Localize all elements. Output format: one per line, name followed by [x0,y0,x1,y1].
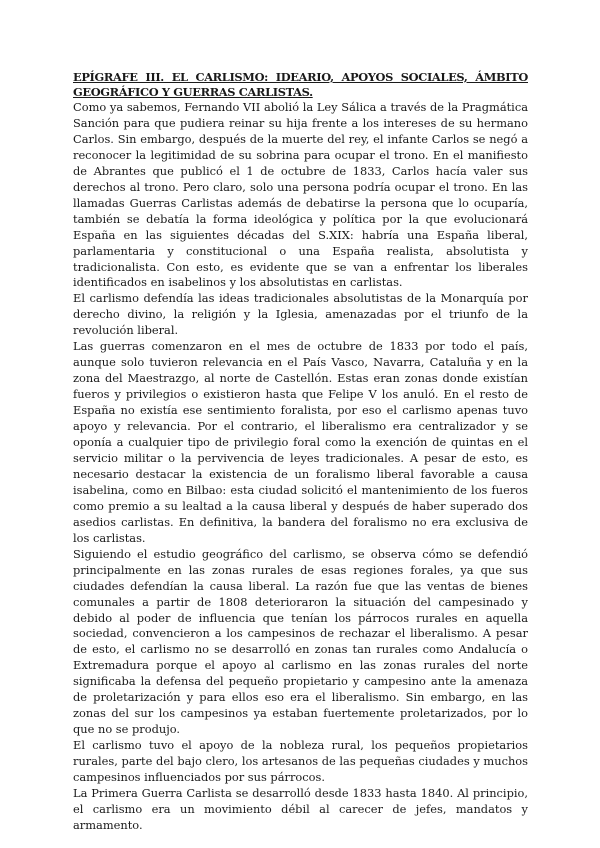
paragraph-5: El carlismo tuvo el apoyo de la nobleza rural, los pequeños propietarios rurales, parte del bajo clero, los artesanos de las pequeñas ciudades y muchos campesinos influenciados por sus párrocos. [73,738,528,785]
paragraph-3: Las guerras comenzaron en el mes de octubre de 1833 por todo el país, aunque solo tuvieron relevancia en el País Vasco, Navarra, Cataluña y en la zona del Maestrazgo, al norte de Castellón. Estas eran zonas donde existían fueros y privilegios o existieron hasta que Felipe V los anuló. En el resto de España no existía ese sentimiento foralista, por eso el carlismo apenas tuvo apoyo y relevancia. Por el contrario, el liberalismo era centralizador y se oponía a cualquier tipo de privilegio foral como la exención de quintas en el servicio militar o la pervivencia de leyes tradicionales. A pesar de esto, es necesario destacar la existencia de un foralismo liberal favorable a causa isabelina, como en Bilbao: esta ciudad solicitó el mantenimiento de los fueros como premio a su lealtad a la causa liberal y después de haber superado dos asedios carlistas. En definitiva, la bandera del foralismo no era exclusiva de los carlistas. [73,339,528,545]
paragraph-2: El carlismo defendía las ideas tradicionales absolutistas de la Monarquía por derecho divino, la religión y la Iglesia, amenazadas por el triunfo de la revolución liberal. [73,291,528,338]
paragraph-1: Como ya sabemos, Fernando VII abolió la Ley Sálica a través de la Pragmática Sanción para que pudiera reinar su hija frente a los intereses de su hermano Carlos. Sin embargo, después de la muerte del rey, el infante Carlos se negó a reconocer la legitimidad de su sobrina para ocupar el trono. En el manifiesto de Abrantes que publicó el 1 de octubre de 1833, Carlos hacía valer sus derechos al trono. Pero claro, solo una persona podría ocupar el trono. En las llamadas Guerras Carlistas además de debatirse la persona que lo ocuparía, también se debatía la forma ideológica y política por la que evolucionará España en las siguientes décadas del S.XIX: habría una España liberal, parlamentaria y constitucional o una España realista, absolutista y tradicionalista. Con esto, es evidente que se van a enfrentar los liberales identificados en isabelinos y los absolutistas en carlistas. [73,100,528,290]
paragraph-6: La Primera Guerra Carlista se desarrolló desde 1833 hasta 1840. Al principio, el carlismo era un movimiento débil al carecer de jefes, mandatos y armamento. [73,785,528,832]
document-page [73,70,528,834]
document-title: EPÍGRAFE III. EL CARLISMO: IDEARIO, APOYOS SOCIALES, ÁMBITO GEOGRÁFICO Y GUERRAS CARLISTAS. [73,70,528,99]
paragraph-4: Siguiendo el estudio geográfico del carlismo, se observa cómo se defendió principalmente en las zonas rurales de esas regiones forales, ya que sus ciudades defendían la causa liberal. La razón fue que las ventas de bienes comunales a partir de 1808 deterioraron la situación del campesinado y debido al poder de influencia que tenían los párrocos rurales en aquella sociedad, convencieron a los campesinos de rechazar el liberalismo. A pesar de esto, el carlismo no se desarrolló en zonas tan rurales como Andalucía o Extremadura porque el apoyo al carlismo en las zonas rurales del norte significaba la defensa del pequeño propietario y campesino ante la amenaza de proletarización y para ellos eso era el liberalismo. Sin embargo, en las zonas del sur los campesinos ya estaban fuertemente proletarizados, por lo que no se produjo. [73,546,528,737]
